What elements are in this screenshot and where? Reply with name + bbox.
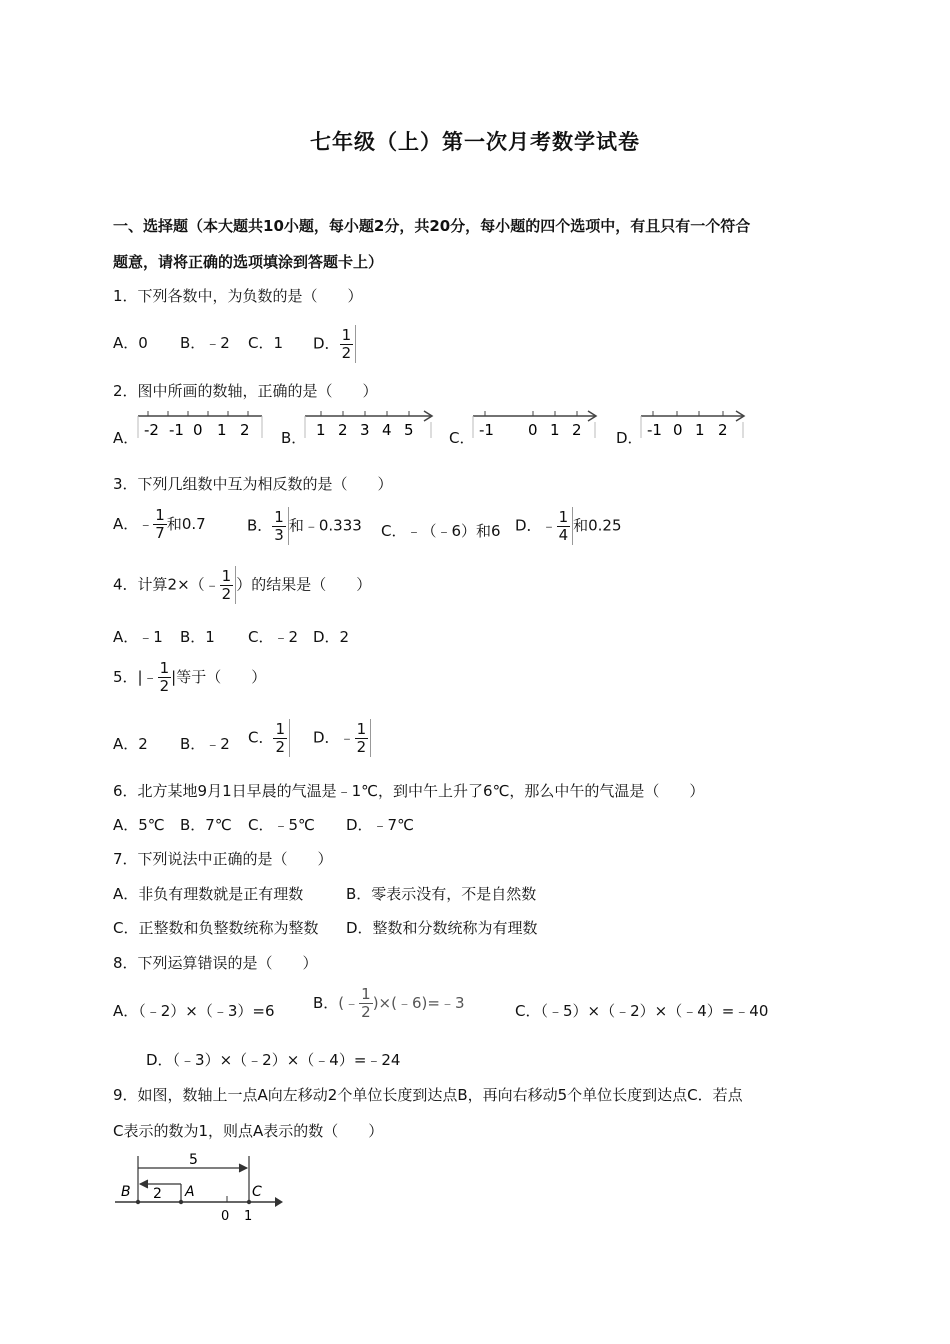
fraction-denominator: 3 [274,525,284,544]
q5-option-d-fraction [355,721,369,756]
q5-stem-suffix: |等于（ ） [171,668,267,686]
q3-option-c: C．﹣（﹣6）和6 [381,522,501,540]
tick-label: 2 [718,421,728,439]
q5-option-c [248,719,290,757]
q1-option-a: A．0 [113,334,148,352]
fraction-numerator: 1 [221,566,232,585]
tick-label: 1 [695,421,705,439]
q5-option-d [313,719,371,757]
tick-label: 2 [338,421,348,439]
length-label: 5 [189,1152,198,1168]
q6-option-c: C．﹣5℃ [248,816,315,834]
tick-label: -1 [647,421,662,439]
q8-option-b-fraction [359,986,373,1021]
q4-option-c: C．﹣2 [248,628,299,646]
q3-option-a-fraction [153,507,167,542]
length-label: 2 [153,1186,162,1202]
q9-number-line-figure [113,1150,285,1224]
fraction-denominator: 2 [159,677,170,695]
fraction-denominator: 4 [558,525,569,544]
question-3-stem: 3．下列几组数中互为相反数的是（ ） [113,475,393,493]
q4-stem-suffix: ）的结果是（ ） [236,575,372,594]
q3-option-b-prefix: B． [247,516,273,535]
question-6-stem: 6．北方某地9月1日早晨的气温是﹣1℃，到中午上升了6℃，那么中午的气温是（ ） [113,782,705,800]
q1-option-d [313,325,356,363]
q8-option-c: C．（﹣5）×（﹣2）×（﹣4）=﹣40 [515,1002,769,1020]
fraction-numerator: 1 [341,325,352,344]
fraction-numerator: 1 [361,985,371,1003]
question-7-stem: 7．下列说法中正确的是（ ） [113,850,333,868]
q8-option-b-lead: (﹣ [338,994,360,1012]
q1-option-c: C．1 [248,334,284,352]
point-label-c: C [252,1184,262,1200]
q5-option-c-fraction [273,721,287,756]
tick-label-zero: 0 [221,1209,230,1224]
question-5-stem [113,660,266,695]
q5-option-d-prefix: D．﹣ [313,728,355,747]
q3-option-d-prefix: D．﹣ [515,516,557,535]
tick-label: 0 [673,421,683,439]
q2-option-b-number-line [303,408,437,442]
q3-option-d-suffix: 和0.25 [573,516,622,535]
q6-option-a: A．5℃ [113,816,165,834]
q4-option-d: D．2 [313,628,350,646]
q3-option-b-suffix: 和﹣0.333 [288,516,362,535]
q2-option-a-number-line [136,408,266,442]
tick-label: 3 [360,421,370,439]
q5-option-b: B．﹣2 [180,735,230,753]
q6-option-b: B．7℃ [180,816,232,834]
fraction-denominator: 2 [356,737,367,756]
tick-label: 1 [217,421,227,439]
q3-option-a-suffix: 和0.7 [166,515,206,533]
section-heading-line1: 一、选择题（本大题共10小题，每小题2分，共20分，每小题的四个选项中，有且只有一个符合 [113,217,751,235]
fraction-numerator: 1 [155,506,165,524]
q8-option-a: A．（﹣2）×（﹣3）=6 [113,1002,275,1020]
q1-option-d-fraction [340,327,354,362]
q3-option-d-fraction [557,509,571,544]
q5-stem-fraction [158,660,172,695]
q1-option-d-label: D． [313,334,340,353]
question-2-stem: 2．图中所画的数轴，正确的是（ ） [113,382,378,400]
question-4-stem [113,566,371,604]
fraction-denominator: 2 [221,584,232,603]
q3-option-d [515,507,622,545]
tick-label: -2 [144,421,159,439]
question-1-stem: 1．下列各数中，为负数的是（ ） [113,287,363,305]
q4-stem-prefix: 4．计算2×（﹣ [113,575,220,594]
point-label-a: A [185,1184,195,1200]
tick-label: 0 [193,421,203,439]
q2-option-c-number-line [471,408,601,442]
q2-option-d-number-line [639,408,749,442]
tick-label: -1 [169,421,184,439]
q8-option-d: D．（﹣3）×（﹣2）×（﹣4）=﹣24 [146,1051,401,1069]
q7-option-a: A．非负有理数就是正有理数 [113,885,304,903]
q5-option-c-prefix: C． [248,728,274,747]
fraction-denominator: 2 [275,737,286,756]
question-9-stem-line2: C表示的数为1，则点A表示的数（ ） [113,1122,384,1140]
section-heading-line2: 题意，请将正确的选项填涂到答题卡上） [113,253,384,271]
q3-option-a-prefix: A．﹣ [113,515,154,533]
q5-option-a: A．2 [113,735,148,753]
q7-option-d: D．整数和分数统称为有理数 [346,919,538,937]
fraction-numerator: 1 [356,719,367,738]
page-title: 七年级（上）第一次月考数学试卷 [310,130,640,154]
tick-label: 1 [316,421,326,439]
fraction-denominator: 2 [341,343,352,362]
q3-option-a [113,507,206,542]
fraction-numerator: 1 [159,659,170,677]
tick-label: 1 [550,421,560,439]
q3-option-b-fraction [272,509,286,544]
tick-label: 0 [528,421,538,439]
question-8-stem: 8．下列运算错误的是（ ） [113,954,318,972]
tick-label: 2 [572,421,582,439]
question-9-stem-line1: 9．如图，数轴上一点A向左移动2个单位长度到达点B，再向右移动5个单位长度到达点C．若点 [113,1086,743,1104]
q2-option-b-label: B． [281,429,307,447]
fraction-denominator: 2 [361,1003,371,1021]
q8-option-b-tail: )×(﹣6)=﹣3 [372,994,465,1012]
q7-option-b: B．零表示没有，不是自然数 [346,885,537,903]
tick-label-one: 1 [244,1209,253,1224]
q7-option-c: C．正整数和负整数统称为整数 [113,919,319,937]
q4-stem-fraction [220,568,234,603]
tick-label: -1 [479,421,494,439]
tick-label: 2 [240,421,250,439]
q6-option-d: D．﹣7℃ [346,816,414,834]
fraction-denominator: 7 [155,524,165,542]
q4-option-a: A．﹣1 [113,628,163,646]
q1-option-b: B．﹣2 [180,334,230,352]
q4-option-b: B．1 [180,628,215,646]
tick-label: 4 [382,421,392,439]
fraction-numerator: 1 [558,507,569,526]
q2-option-d-label: D． [616,429,643,447]
fraction-numerator: 1 [275,719,286,738]
fraction-numerator: 1 [274,507,284,526]
q2-option-c-label: C． [449,429,475,447]
q8-option-b-label: B． [313,994,339,1012]
q5-stem-prefix: 5．|﹣ [113,668,158,686]
q3-option-b [247,507,362,545]
q8-option-b [313,986,464,1021]
q2-option-a-label: A． [113,429,139,447]
tick-label: 5 [404,421,414,439]
point-label-b: B [121,1184,131,1200]
